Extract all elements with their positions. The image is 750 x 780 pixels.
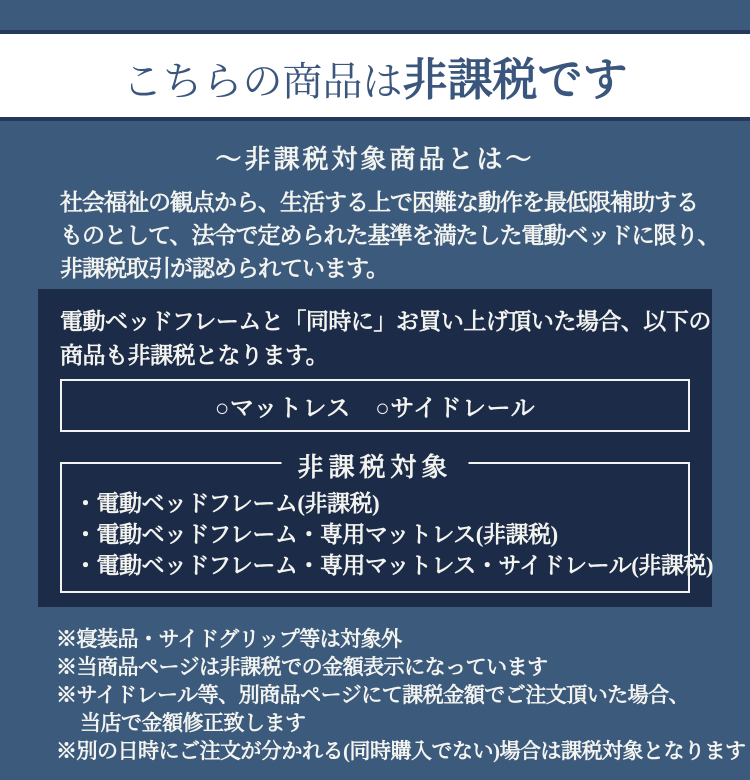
tax-exempt-target-heading: 非課税対象 — [281, 447, 468, 484]
bundled-items-box — [60, 379, 690, 432]
footnotes — [0, 607, 750, 765]
intro-line: 非課税取引が認められています。 — [60, 256, 389, 281]
tax-exempt-notice-page — [0, 30, 750, 780]
tax-exempt-item: ・電動ベッドフレーム・専用マットレス・サイドレール(非課税) — [74, 553, 714, 578]
footnote-line: ※寝装品・サイドグリップ等は対象外 — [56, 627, 402, 651]
footnote-line: ※サイドレール等、別商品ページにて課税金額でご注文頂いた場合、 — [56, 683, 690, 707]
tax-exempt-item: ・電動ベッドフレーム(非課税) — [74, 491, 380, 516]
page-title-highlight: 非課税です — [402, 55, 628, 105]
intro-paragraph — [0, 186, 750, 285]
footnote-line: ※当商品ページは非課税での金額表示になっています — [56, 655, 548, 679]
page-title — [122, 43, 627, 108]
title-band — [0, 30, 750, 121]
footnote-line-continuation: 当店で金額修正致します — [80, 711, 306, 735]
bundled-items-text: ○マットレス ○サイドレール — [214, 396, 536, 422]
tax-exempt-target-box — [60, 453, 714, 593]
tax-exempt-item: ・電動ベッドフレーム・専用マットレス(非課税) — [74, 522, 558, 547]
intro-line: 社会福祉の観点から、生活する上で困難な動作を最低限補助する — [60, 190, 698, 215]
tax-exempt-info-box — [38, 289, 712, 607]
intro-line: ものとして、法令で定められた基準を満たした電動ベッドに限り、 — [60, 223, 720, 248]
page-title-prefix: こちらの商品は — [122, 59, 403, 104]
info-lead-line: 電動ベッドフレームと「同時に」お買い上げ頂いた場合、以下の — [60, 309, 711, 334]
section-subtitle: 〜非課税対象商品とは〜 — [215, 145, 535, 174]
info-lead-line: 商品も非課税となります。 — [60, 343, 329, 368]
footnote-line: ※別の日時にご注文が分かれる(同時購入でない)場合は課税対象となります — [56, 739, 746, 763]
